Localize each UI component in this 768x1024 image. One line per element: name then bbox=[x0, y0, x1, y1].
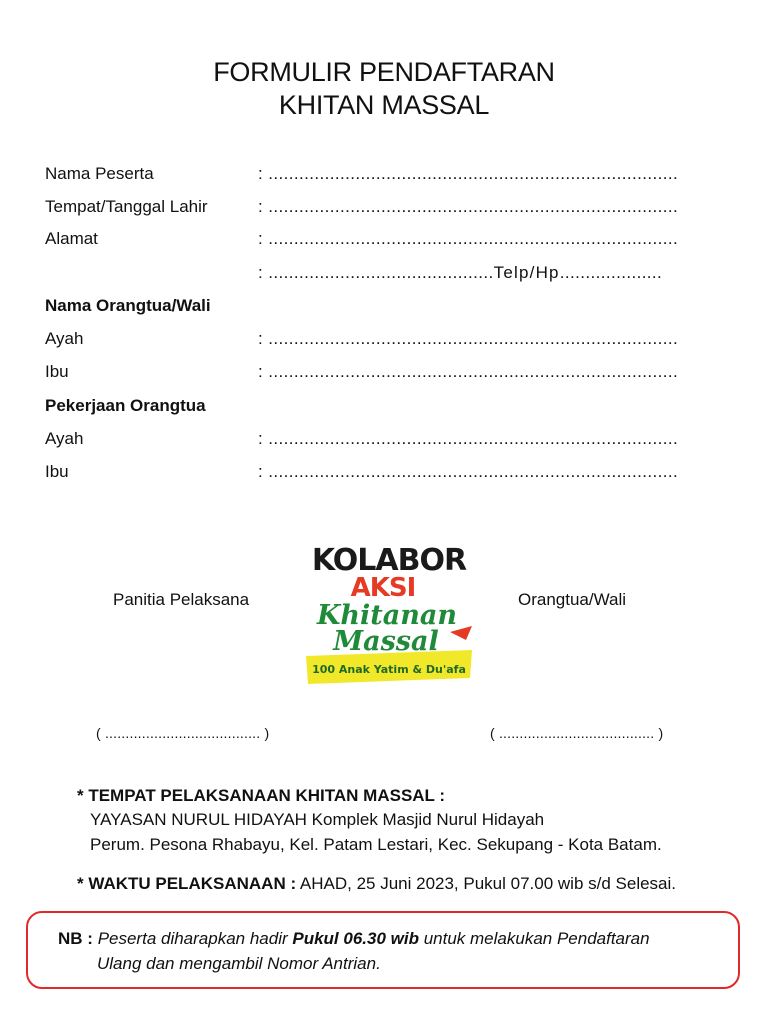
field-ibu-line[interactable]: : ................................................................................ bbox=[258, 362, 679, 381]
kolabor-aksi-logo bbox=[300, 538, 478, 688]
logo-aksi-text: AKSI bbox=[350, 573, 416, 603]
field-ibu[interactable] bbox=[45, 359, 735, 385]
section-pekerjaan-orangtua bbox=[45, 393, 735, 419]
field-alamat-line[interactable]: : ................................................................................ bbox=[258, 229, 679, 248]
signature-right-line[interactable]: ( ...................................... ) bbox=[490, 725, 664, 741]
field-ayah-label: Ayah bbox=[45, 329, 84, 348]
tempat-line2: Perum. Pesona Rhabayu, Kel. Patam Lestari, Kec. Sekupang - Kota Batam. bbox=[90, 835, 662, 854]
field-alamat-2-line[interactable]: : ............................................ bbox=[258, 263, 494, 282]
field-pekerjaan-ibu-label: Ibu bbox=[45, 462, 69, 481]
section-nama-orangtua-heading: Nama Orangtua/Wali bbox=[45, 296, 211, 315]
waktu-heading: * WAKTU PELAKSANAAN : bbox=[77, 874, 297, 893]
nb-text-2: Ulang dan mengambil Nomor Antrian. bbox=[97, 954, 381, 973]
logo-massal-text: Massal bbox=[333, 626, 439, 657]
field-alamat-telp[interactable] bbox=[45, 260, 735, 286]
field-telp-label: Telp/Hp bbox=[493, 263, 560, 282]
field-pekerjaan-ayah-label: Ayah bbox=[45, 429, 84, 448]
field-pekerjaan-ibu-line[interactable]: : ................................................................................ bbox=[258, 462, 679, 481]
field-tempat-tanggal-lahir[interactable] bbox=[45, 194, 735, 220]
form-title-line1: FORMULIR PENDAFTARAN bbox=[213, 57, 555, 87]
field-alamat-telp-line[interactable] bbox=[258, 260, 662, 286]
waktu-value: AHAD, 25 Juni 2023, Pukul 07.00 wib s/d Selesai. bbox=[296, 874, 677, 893]
field-nama-peserta-line[interactable]: : ................................................................................ bbox=[258, 164, 679, 183]
logo-khitanan-text: Khitanan bbox=[316, 600, 458, 631]
signature-left-label: Panitia Pelaksana bbox=[113, 590, 250, 609]
field-alamat-label: Alamat bbox=[45, 229, 98, 248]
tempat-line1: YAYASAN NURUL HIDAYAH Komplek Masjid Nurul Hidayah bbox=[90, 810, 545, 829]
nb-text-1b: untuk melakukan Pendaftaran bbox=[418, 929, 650, 948]
field-pekerjaan-ibu[interactable] bbox=[45, 459, 735, 485]
field-nama-peserta[interactable] bbox=[45, 161, 735, 187]
field-nama-peserta-label: Nama Peserta bbox=[45, 164, 154, 183]
form-title-line2: KHITAN MASSAL bbox=[278, 90, 490, 120]
field-tempat-tanggal-lahir-label: Tempat/Tanggal Lahir bbox=[45, 197, 208, 216]
field-ibu-label: Ibu bbox=[45, 362, 69, 381]
signature-left-line[interactable]: ( ...................................... ) bbox=[96, 725, 270, 741]
tempat-heading bbox=[77, 784, 445, 808]
field-pekerjaan-ayah-line[interactable]: : ................................................................................ bbox=[258, 429, 679, 448]
field-telp-line[interactable]: .................... bbox=[559, 263, 663, 282]
form-title bbox=[0, 56, 768, 122]
logo-kolabor-text: KOLABOR bbox=[311, 543, 467, 578]
section-nama-orangtua bbox=[45, 293, 735, 319]
signature-right-label: Orangtua/Wali bbox=[518, 590, 627, 609]
field-ayah[interactable] bbox=[45, 326, 735, 352]
tempat-heading-text: * TEMPAT PELAKSANAAN KHITAN MASSAL : bbox=[77, 786, 446, 805]
nb-time: Pukul 06.30 wib bbox=[292, 929, 419, 948]
nb-label: NB : bbox=[58, 929, 93, 948]
field-tempat-tanggal-lahir-line[interactable]: : ................................................................................ bbox=[258, 197, 679, 216]
field-ayah-line[interactable]: : ................................................................................ bbox=[258, 329, 679, 348]
section-pekerjaan-heading: Pekerjaan Orangtua bbox=[45, 396, 206, 415]
field-pekerjaan-ayah[interactable] bbox=[45, 426, 735, 452]
nb-text-1a: Peserta diharapkan hadir bbox=[97, 929, 293, 948]
waktu-line bbox=[77, 872, 676, 896]
nb-line2 bbox=[97, 952, 381, 976]
field-alamat[interactable] bbox=[45, 226, 735, 252]
logo-tagline-text: 100 Anak Yatim & Du'afa bbox=[312, 663, 466, 676]
nb-line1 bbox=[58, 927, 650, 951]
